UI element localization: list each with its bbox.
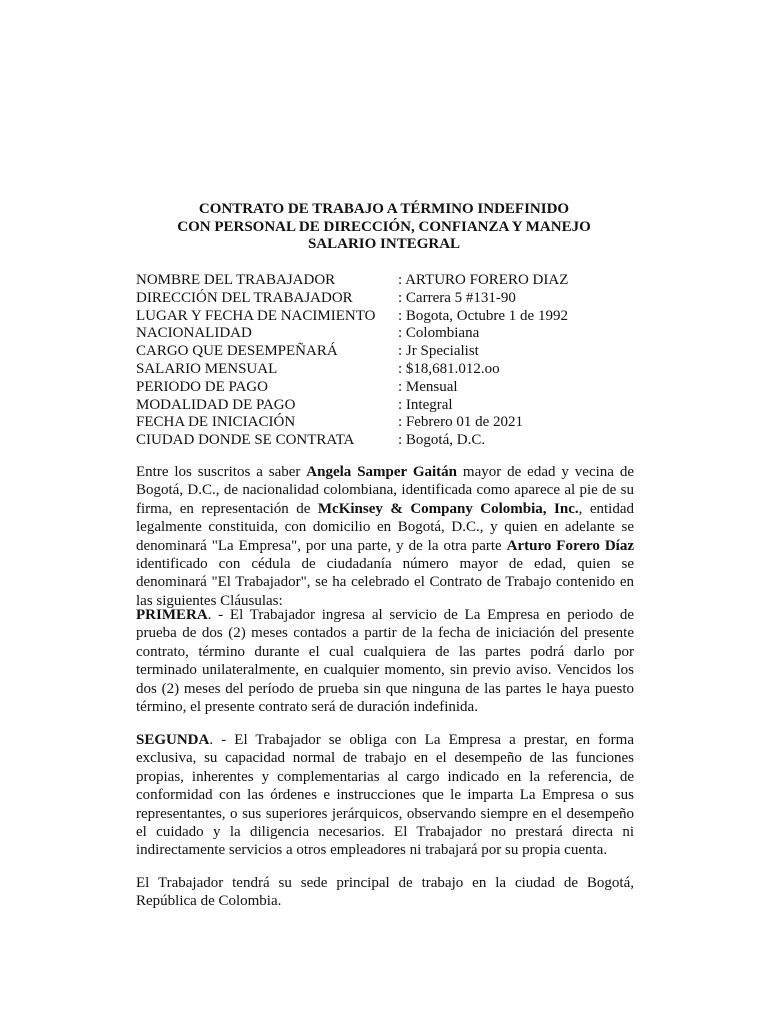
- field-row: [136, 397, 656, 415]
- workplace-paragraph: [136, 874, 634, 911]
- clause-heading: SEGUNDA: [136, 732, 210, 748]
- field-value: : Mensual: [398, 378, 458, 395]
- field-value: : ARTURO FORERO DIAZ: [398, 272, 569, 288]
- field-value: : Bogota, Octubre 1 de 1992: [398, 307, 568, 324]
- employer-representative-name: Angela Samper Gaitán: [306, 464, 457, 480]
- field-row: [136, 290, 656, 308]
- intro-text: identificado con cédula de ciudadanía número mayor de edad, quien se denominará "El Trabajador", se ha celebrado el Contrato de Trabajo contenido en las siguientes Cláusulas:: [136, 556, 634, 609]
- workplace-text: El Trabajador tendrá su sede principal de trabajo en la ciudad de Bogotá, República de Colombia.: [136, 875, 634, 910]
- field-label: FECHA DE INICIACIÓN: [136, 414, 296, 431]
- field-row: [136, 361, 656, 379]
- intro-paragraph: [136, 463, 634, 610]
- company-name: McKinsey & Company Colombia, Inc.: [317, 500, 579, 517]
- contract-title: [0, 201, 768, 254]
- field-value: : Integral: [398, 396, 453, 413]
- clause-segunda: [136, 731, 634, 860]
- field-label: NACIONALIDAD: [136, 325, 252, 342]
- field-row: [136, 308, 656, 326]
- clause-primera: [136, 606, 634, 716]
- worker-name: Arturo Forero Díaz: [506, 537, 634, 554]
- field-row: [136, 272, 656, 290]
- field-row: [136, 414, 656, 432]
- field-row: [136, 379, 656, 397]
- clause-heading: PRIMERA: [136, 607, 208, 623]
- intro-text: Entre los suscritos a saber: [136, 464, 307, 480]
- field-label: LUGAR Y FECHA DE NACIMIENTO: [136, 307, 376, 324]
- worker-details-list: [136, 272, 656, 450]
- field-label: PERIODO DE PAGO: [136, 378, 268, 395]
- field-value: : Jr Specialist: [398, 343, 479, 360]
- clause-text: . - El Trabajador ingresa al servicio de La Empresa en periodo de prueba de dos (2) meses contados a partir de la fecha de iniciación del presente contrato, término durante el cual cualquiera de las partes podrá darlo por terminado unilateralmente, en cualquier momento, sin previo aviso. Vencidos los dos (2) meses del período de prueba sin que ninguna de las partes le haya puesto término, el presente contrato será de duración indefinida.: [136, 607, 634, 716]
- field-value: : $18,681.012.oo: [398, 360, 500, 377]
- title-line-3: SALARIO INTEGRAL: [307, 236, 461, 252]
- field-label: MODALIDAD DE PAGO: [136, 396, 296, 413]
- field-row: [136, 343, 656, 361]
- title-line-2: CON PERSONAL DE DIRECCIÓN, CONFIANZA Y MANEJO: [177, 218, 591, 235]
- clause-text: . - El Trabajador se obliga con La Empresa a prestar, en forma exclusiva, su capacidad normal de trabajo en el desempeño de las funciones propias, inherentes y complementarias al cargo indicado en la referencia, de conformidad con las órdenes e instrucciones que le imparta La Empresa o sus representantes, o sus superiores jerárquicos, observando siempre en el desempeño el cuidado y la diligencia necesarios. El Trabajador no prestará directa ni indirectamente servicios a otros empleadores ni trabajará por su propia cuenta.: [136, 732, 634, 859]
- field-label: NOMBRE DEL TRABAJADOR: [136, 272, 336, 288]
- field-value: : Bogotá, D.C.: [398, 432, 486, 449]
- field-label: DIRECCIÓN DEL TRABAJADOR: [136, 289, 353, 306]
- field-row: [136, 325, 656, 343]
- field-value: : Febrero 01 de 2021: [398, 414, 523, 431]
- field-value: : Carrera 5 #131-90: [398, 289, 516, 306]
- field-value: : Colombiana: [398, 325, 480, 342]
- field-label: SALARIO MENSUAL: [136, 360, 278, 377]
- title-line-1: CONTRATO DE TRABAJO A TÉRMINO INDEFINIDO: [198, 201, 570, 217]
- field-label: CARGO QUE DESEMPEÑARÁ: [136, 343, 338, 360]
- field-row: [136, 432, 656, 450]
- field-label: CIUDAD DONDE SE CONTRATA: [136, 432, 355, 449]
- intro-text: mayor de edad y vecina de Bogotá, D.C., de nacionalidad colombiana, identificada como aparece al pie de su firma, en representación de: [136, 464, 634, 517]
- intro-text: , entidad legalmente constituida, con domicilio en Bogotá, D.C., y quien en adelante se denominará "La Empresa", por una parte, y de la otra parte: [136, 500, 634, 554]
